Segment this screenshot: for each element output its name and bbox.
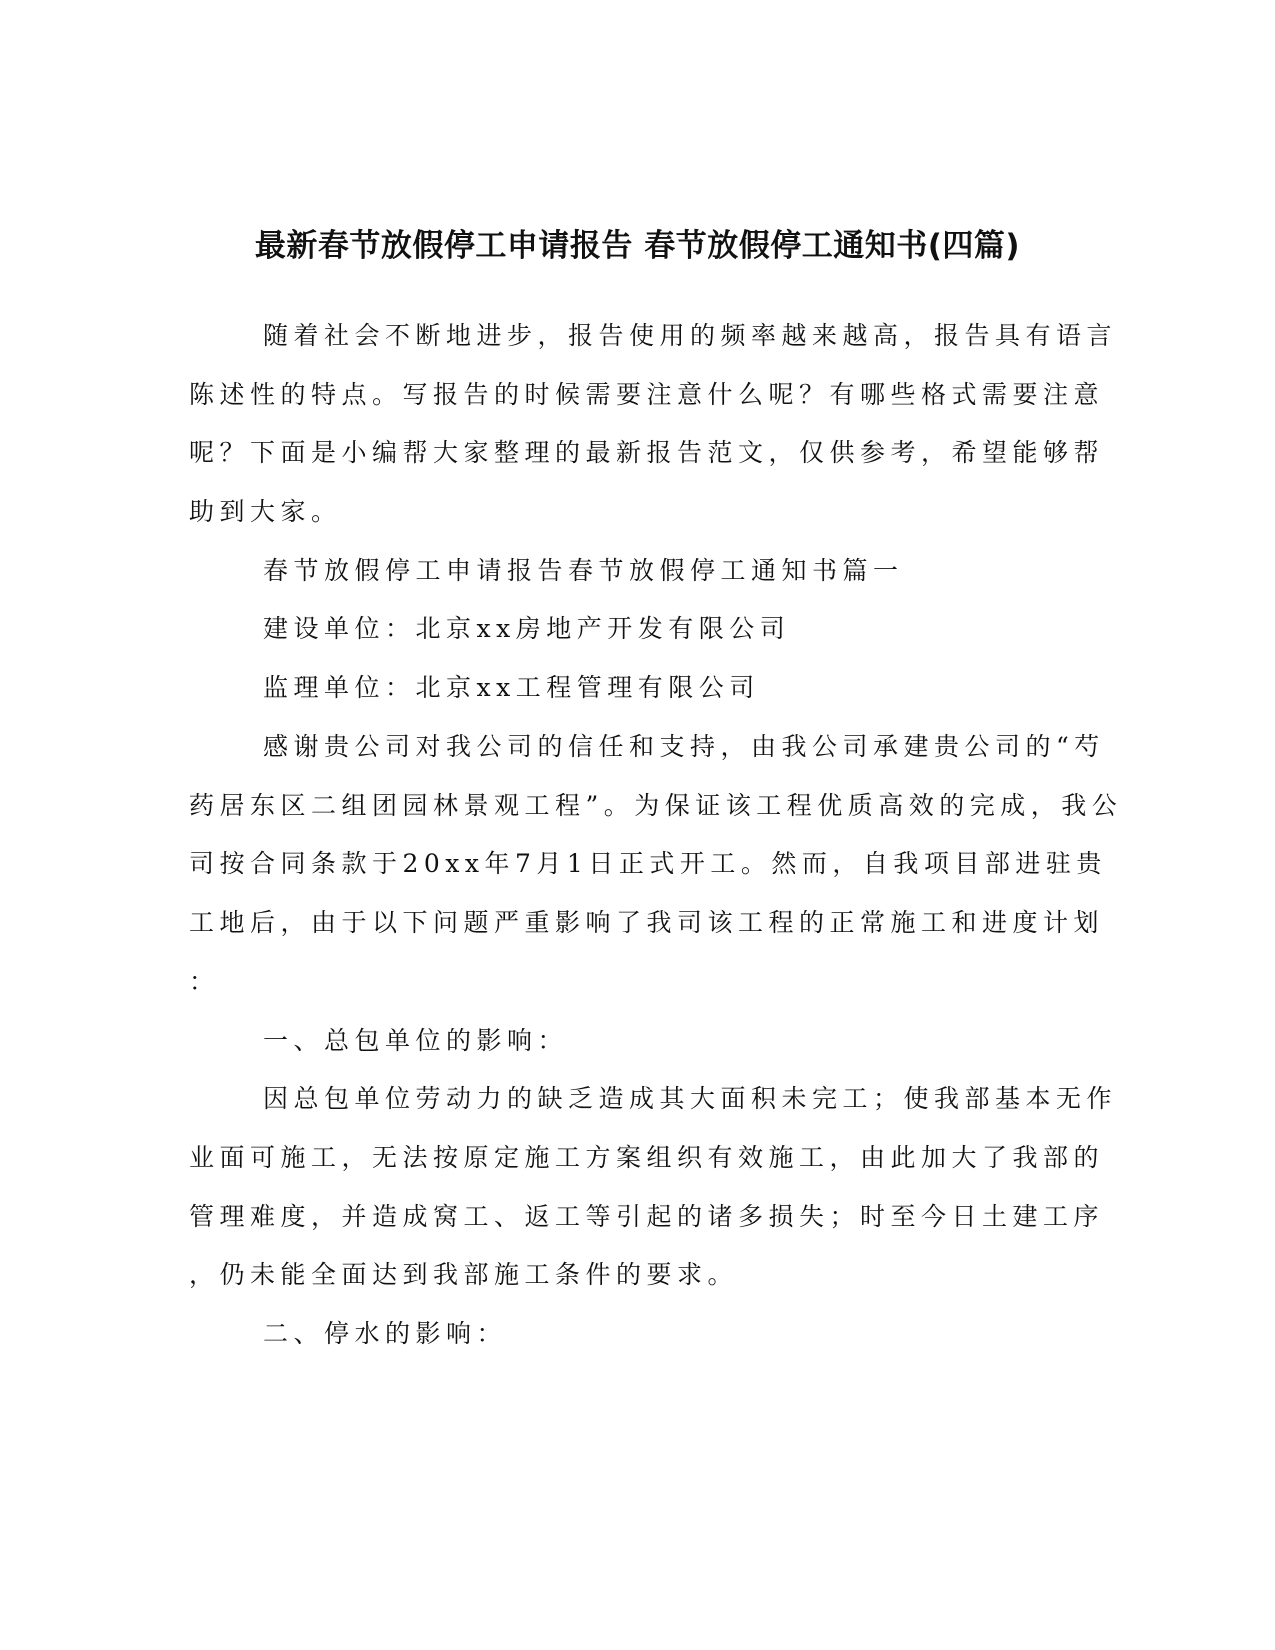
- section-heading: 春节放假停工申请报告春节放假停工通知书篇一: [263, 556, 904, 585]
- paragraph-line: 管理难度，并造成窝工、返工等引起的诸多损失；时至今日土建工序: [189, 1202, 1105, 1231]
- paragraph-line: 感谢贵公司对我公司的信任和支持，由我公司承建贵公司的“芍: [263, 732, 1105, 761]
- paragraph-line: 监理单位：北京xx工程管理有限公司: [263, 673, 760, 702]
- paragraph-line: 业面可施工，无法按原定施工方案组织有效施工，由此加大了我部的: [189, 1143, 1105, 1172]
- paragraph-line: 助到大家。: [189, 497, 342, 526]
- paragraph-line: ：: [189, 967, 220, 996]
- page-title: 最新春节放假停工申请报告 春节放假停工通知书(四篇): [254, 227, 1021, 264]
- paragraph-line: 二、停水的影响：: [263, 1319, 508, 1348]
- paragraph-line: 随着社会不断地进步，报告使用的频率越来越高，报告具有语言: [263, 321, 1118, 350]
- paragraph-line: 司按合同条款于20xx年7月1日正式开工。然而，自我项目部进驻贵: [189, 849, 1107, 878]
- paragraph-line: 陈述性的特点。写报告的时候需要注意什么呢？有哪些格式需要注意: [189, 380, 1105, 409]
- paragraph-line: 因总包单位劳动力的缺乏造成其大面积未完工；使我部基本无作: [263, 1084, 1118, 1113]
- paragraph-line: ，仍未能全面达到我部施工条件的要求。: [189, 1260, 739, 1289]
- paragraph-line: 建设单位：北京xx房地产开发有限公司: [263, 614, 791, 643]
- paragraph-line: 呢？下面是小编帮大家整理的最新报告范文，仅供参考，希望能够帮: [189, 438, 1105, 467]
- paragraph-line: 工地后，由于以下问题严重影响了我司该工程的正常施工和进度计划: [189, 908, 1105, 937]
- paragraph-line: 一、总包单位的影响：: [263, 1026, 569, 1055]
- paragraph-line: 药居东区二组团园林景观工程”。为保证该工程优质高效的完成，我公: [189, 791, 1123, 820]
